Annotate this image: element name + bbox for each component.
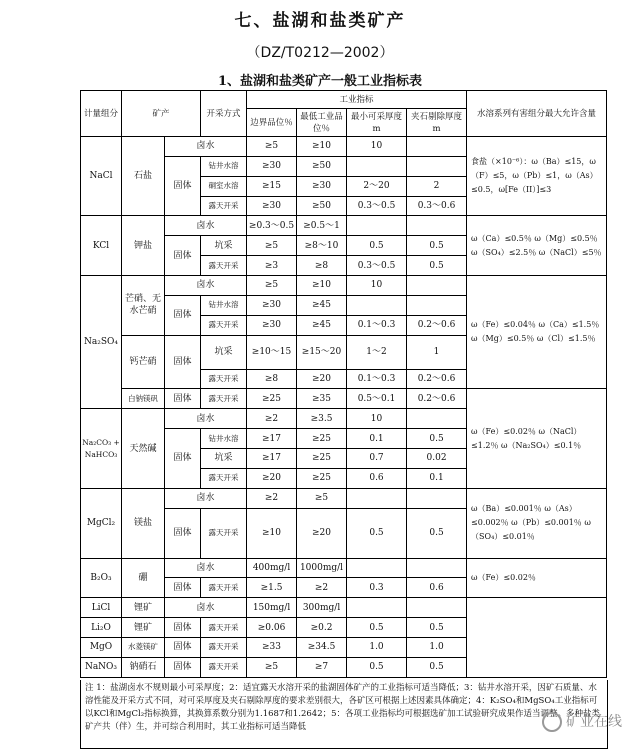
cutoff-cell: ≥5 [247,137,297,157]
cutoff-cell: ≥30 [247,196,297,216]
cutoff-cell: ≥0.3～0.5 [247,216,297,236]
min-thickness-cell: 0.6 [347,468,407,488]
watermark [542,711,622,732]
min-thickness-cell: 0.5 [347,236,407,256]
cutoff-cell: ≥5 [247,276,297,296]
type-cell: 卤水 [165,409,247,429]
type-cell: 卤水 [165,558,247,578]
header-min-grade: 最低工业品位％ [297,109,347,137]
min-grade-cell: ≥8 [297,256,347,276]
cutoff-cell: ≥0.06 [247,618,297,638]
waste-thickness-cell [407,598,467,618]
type-cell: 固体 [165,618,201,638]
min-thickness-cell: 0.1～0.3 [347,369,407,389]
min-grade-cell: ≥5 [297,488,347,508]
waste-thickness-cell [407,156,467,176]
cutoff-cell: ≥5 [247,657,297,677]
type-cell: 卤水 [165,276,247,296]
method-cell: 露天开采 [201,256,247,276]
type-cell: 固体 [165,335,201,389]
min-thickness-cell: 0.1～0.3 [347,315,407,335]
mineral-cell: 芒硝、无水芒硝 [122,276,165,336]
cutoff-cell: ≥17 [247,429,297,449]
method-cell: 露天开采 [201,638,247,658]
method-cell: 露天开采 [201,389,247,409]
header-harmful: 水溶系列有害组分最大允许含量 [467,91,607,137]
waste-thickness-cell [407,409,467,429]
waste-thickness-cell: 0.1 [407,468,467,488]
table-row [81,558,607,578]
waste-thickness-cell: 0.6 [407,578,467,598]
waste-thickness-cell: 0.5 [407,657,467,677]
min-thickness-cell: 0.5 [347,618,407,638]
mineral-cell: 白钠镁矾 [122,389,165,409]
min-thickness-cell [347,598,407,618]
group-cell: MgO [81,638,122,658]
min-thickness-cell: 0.3～0.5 [347,256,407,276]
type-cell: 卤水 [165,598,247,618]
min-grade-cell: 300mg/l [297,598,347,618]
watermark-text: 矿业在线 [566,714,622,730]
group-cell: MgCl₂ [81,488,122,558]
standard-code: （DZ/T0212—2002） [246,45,394,61]
min-grade-cell: ≥25 [297,449,347,469]
mineral-cell: 锂矿 [122,618,165,638]
type-cell: 卤水 [165,137,247,157]
indicator-table [80,90,607,678]
harmful-cell: ω（Ca）≤0.5％ ω（Mg）≤0.5％ ω（SO₄）≤2.5％ ω（NaCl）≤5％ [467,216,607,276]
type-cell: 固体 [165,156,201,216]
harmful-cell: 食盐（×10⁻⁶）：ω（Ba）≤15，ω（F）≤5，ω（Pb）≤1，ω（As）≤0.5，ω[Fe（II）]≤3 [467,137,607,216]
min-grade-cell: ≥7 [297,657,347,677]
header-mineral: 矿产 [122,91,201,137]
cutoff-cell: ≥5 [247,236,297,256]
mineral-cell: 钾盐 [122,216,165,276]
waste-thickness-cell: 0.2～0.6 [407,389,467,409]
waste-thickness-cell [407,558,467,578]
waste-thickness-cell: 2 [407,176,467,196]
waste-thickness-cell: 0.02 [407,449,467,469]
min-thickness-cell [347,216,407,236]
cutoff-cell: ≥20 [247,468,297,488]
waste-thickness-cell: 1.0 [407,638,467,658]
cutoff-cell: ≥1.5 [247,578,297,598]
group-cell: B₂O₃ [81,558,122,598]
page-title: 七、盐湖和盐类矿产 [234,11,406,31]
min-thickness-cell [347,488,407,508]
waste-thickness-cell [407,276,467,296]
cutoff-cell: ≥2 [247,409,297,429]
group-cell: NaNO₃ [81,657,122,677]
min-grade-cell: ≥30 [297,176,347,196]
min-thickness-cell: 1～2 [347,335,407,369]
header-group: 计量组分 [81,91,122,137]
method-cell: 钻井水溶 [201,156,247,176]
cutoff-cell: ≥10～15 [247,335,297,369]
min-grade-cell: ≥50 [297,156,347,176]
waste-thickness-cell: 1 [407,335,467,369]
waste-thickness-cell: 0.5 [407,236,467,256]
group-cell: KCl [81,216,122,276]
mineral-cell: 锂矿 [122,598,165,618]
type-cell: 固体 [165,236,201,276]
group-cell: Na₂SO₄ [81,276,122,409]
min-grade-cell: ≥45 [297,295,347,315]
method-cell: 坑采 [201,449,247,469]
cutoff-cell: 400mg/l [247,558,297,578]
waste-thickness-cell: 0.5 [407,508,467,558]
table-row [81,389,607,409]
method-cell: 坑采 [201,236,247,256]
min-grade-cell: ≥3.5 [297,409,347,429]
min-grade-cell: ≥2 [297,578,347,598]
cutoff-cell: ≥30 [247,295,297,315]
min-thickness-cell: 0.3～0.5 [347,196,407,216]
header-cutoff: 边界品位％ [247,109,297,137]
min-thickness-cell: 10 [347,137,407,157]
header-indicator: 工业指标 [247,91,467,109]
min-grade-cell: ≥10 [297,276,347,296]
min-grade-cell: ≥25 [297,468,347,488]
table-row [81,216,607,236]
type-cell: 卤水 [165,216,247,236]
mineral-cell: 石盐 [122,137,165,216]
min-thickness-cell [347,156,407,176]
mineral-cell: 天然碱 [122,409,165,488]
table-row [81,137,607,157]
table-title: 1、盐湖和盐类矿产一般工业指标表 [217,74,423,89]
type-cell: 卤水 [165,488,247,508]
cutoff-cell: ≥2 [247,488,297,508]
min-grade-cell: ≥10 [297,137,347,157]
method-cell: 坑采 [201,335,247,369]
waste-thickness-cell: 0.5 [407,618,467,638]
table-row [81,488,607,508]
harmful-cell: ω（Ba）≤0.001％ ω（As）≤0.002％ ω（Pb）≤0.001％ ω（SO₄）≤0.01％ [467,488,607,558]
method-cell: 露天开采 [201,369,247,389]
min-grade-cell: ≥15～20 [297,335,347,369]
cutoff-cell: ≥3 [247,256,297,276]
method-cell: 露天开采 [201,657,247,677]
type-cell: 固体 [165,295,201,335]
type-cell: 固体 [165,657,201,677]
cutoff-cell: ≥33 [247,638,297,658]
min-grade-cell: ≥20 [297,369,347,389]
cutoff-cell: ≥30 [247,156,297,176]
min-grade-cell: ≥34.5 [297,638,347,658]
waste-thickness-cell: 0.3～0.6 [407,196,467,216]
harmful-cell [467,598,607,678]
cutoff-cell: ≥25 [247,389,297,409]
min-thickness-cell [347,558,407,578]
mineral-cell: 水菱镁矿 [122,638,165,658]
method-cell: 露天开采 [201,196,247,216]
method-cell: 露天开采 [201,468,247,488]
min-grade-cell: ≥35 [297,389,347,409]
cutoff-cell: ≥10 [247,508,297,558]
waste-thickness-cell: 0.2～0.6 [407,369,467,389]
cutoff-cell: ≥17 [247,449,297,469]
table-footnote: 注 1：盐湖卤水不规则最小可采厚度；2：适宜露天水溶开采的盐湖固体矿产的工业指标可适当降低；3：钻井水溶开采，因矿石质量、水溶性能及开采方式不同，对可采厚度及夹石剔除厚度的要求差别很大，各矿区可根据上述因素具体确定；4：K₂SO₄和MgSO₄工业指标可以KCl和MgCl₂指标换算，其换算系数分别为1.1687和1.2642；5：各项工业指标均可根据选矿加工试验研究成果作适当调整。多种盐类矿产共（伴）生，并可综合利用时，其工业指标可适当降低 [80,680,608,749]
group-cell: Na₂CO₃ + NaHCO₃ [81,409,122,488]
min-grade-cell: ≥45 [297,315,347,335]
cutoff-cell: ≥15 [247,176,297,196]
min-thickness-cell [347,295,407,315]
wechat-logo-icon [542,712,562,732]
min-thickness-cell: 0.5 [347,657,407,677]
waste-thickness-cell [407,137,467,157]
cutoff-cell: ≥30 [247,315,297,335]
min-thickness-cell: 0.7 [347,449,407,469]
min-thickness-cell: 1.0 [347,638,407,658]
method-cell: 钻井水溶 [201,429,247,449]
waste-thickness-cell: 0.5 [407,429,467,449]
harmful-cell: ω（Fe）≤0.04％ ω（Ca）≤1.5％ ω（Mg）≤0.5％ ω（Cl）≤1.5％ [467,276,607,389]
harmful-cell: ω（Fe）≤0.02％ [467,558,607,598]
min-grade-cell: ≥0.2 [297,618,347,638]
min-grade-cell: ≥25 [297,429,347,449]
mineral-cell: 钠硝石 [122,657,165,677]
group-cell: NaCl [81,137,122,216]
waste-thickness-cell [407,216,467,236]
min-thickness-cell: 10 [347,409,407,429]
cutoff-cell: 150mg/l [247,598,297,618]
min-grade-cell: ≥20 [297,508,347,558]
mineral-cell: 硼 [122,558,165,598]
waste-thickness-cell [407,488,467,508]
method-cell: 露天开采 [201,578,247,598]
method-cell: 钻井水溶 [201,295,247,315]
type-cell: 固体 [165,638,201,658]
min-thickness-cell: 0.1 [347,429,407,449]
mineral-cell: 镁盐 [122,488,165,558]
mineral-cell: 钙芒硝 [122,335,165,389]
method-cell: 露天开采 [201,315,247,335]
header-min-thickness: 最小可采厚度m [347,109,407,137]
header-waste-thickness: 夹石剔除厚度m [407,109,467,137]
min-grade-cell: ≥0.5～1 [297,216,347,236]
group-cell: Li₂O [81,618,122,638]
method-cell: 露天开采 [201,508,247,558]
min-thickness-cell: 10 [347,276,407,296]
method-cell: 露天开采 [201,618,247,638]
min-grade-cell: ≥8～10 [297,236,347,256]
table-row [81,276,607,296]
min-grade-cell: ≥50 [297,196,347,216]
group-cell: LiCl [81,598,122,618]
type-cell: 固体 [165,389,201,409]
waste-thickness-cell [407,295,467,315]
type-cell: 固体 [165,508,201,558]
min-thickness-cell: 0.5 [347,508,407,558]
type-cell: 固体 [165,578,201,598]
min-thickness-cell: 2～20 [347,176,407,196]
header-method: 开采方式 [201,91,247,137]
cutoff-cell: ≥8 [247,369,297,389]
waste-thickness-cell: 0.2～0.6 [407,315,467,335]
method-cell: 硐室水溶 [201,176,247,196]
table-row [81,598,607,618]
type-cell: 固体 [165,429,201,489]
min-thickness-cell: 0.3 [347,578,407,598]
min-thickness-cell: 0.5～0.1 [347,389,407,409]
min-grade-cell: 1000mg/l [297,558,347,578]
harmful-cell: ω（Fe）≤0.02％ ω（NaCl）≤1.2％ ω（Na₂SO₄）≤0.1％ [467,389,607,488]
waste-thickness-cell: 0.5 [407,256,467,276]
